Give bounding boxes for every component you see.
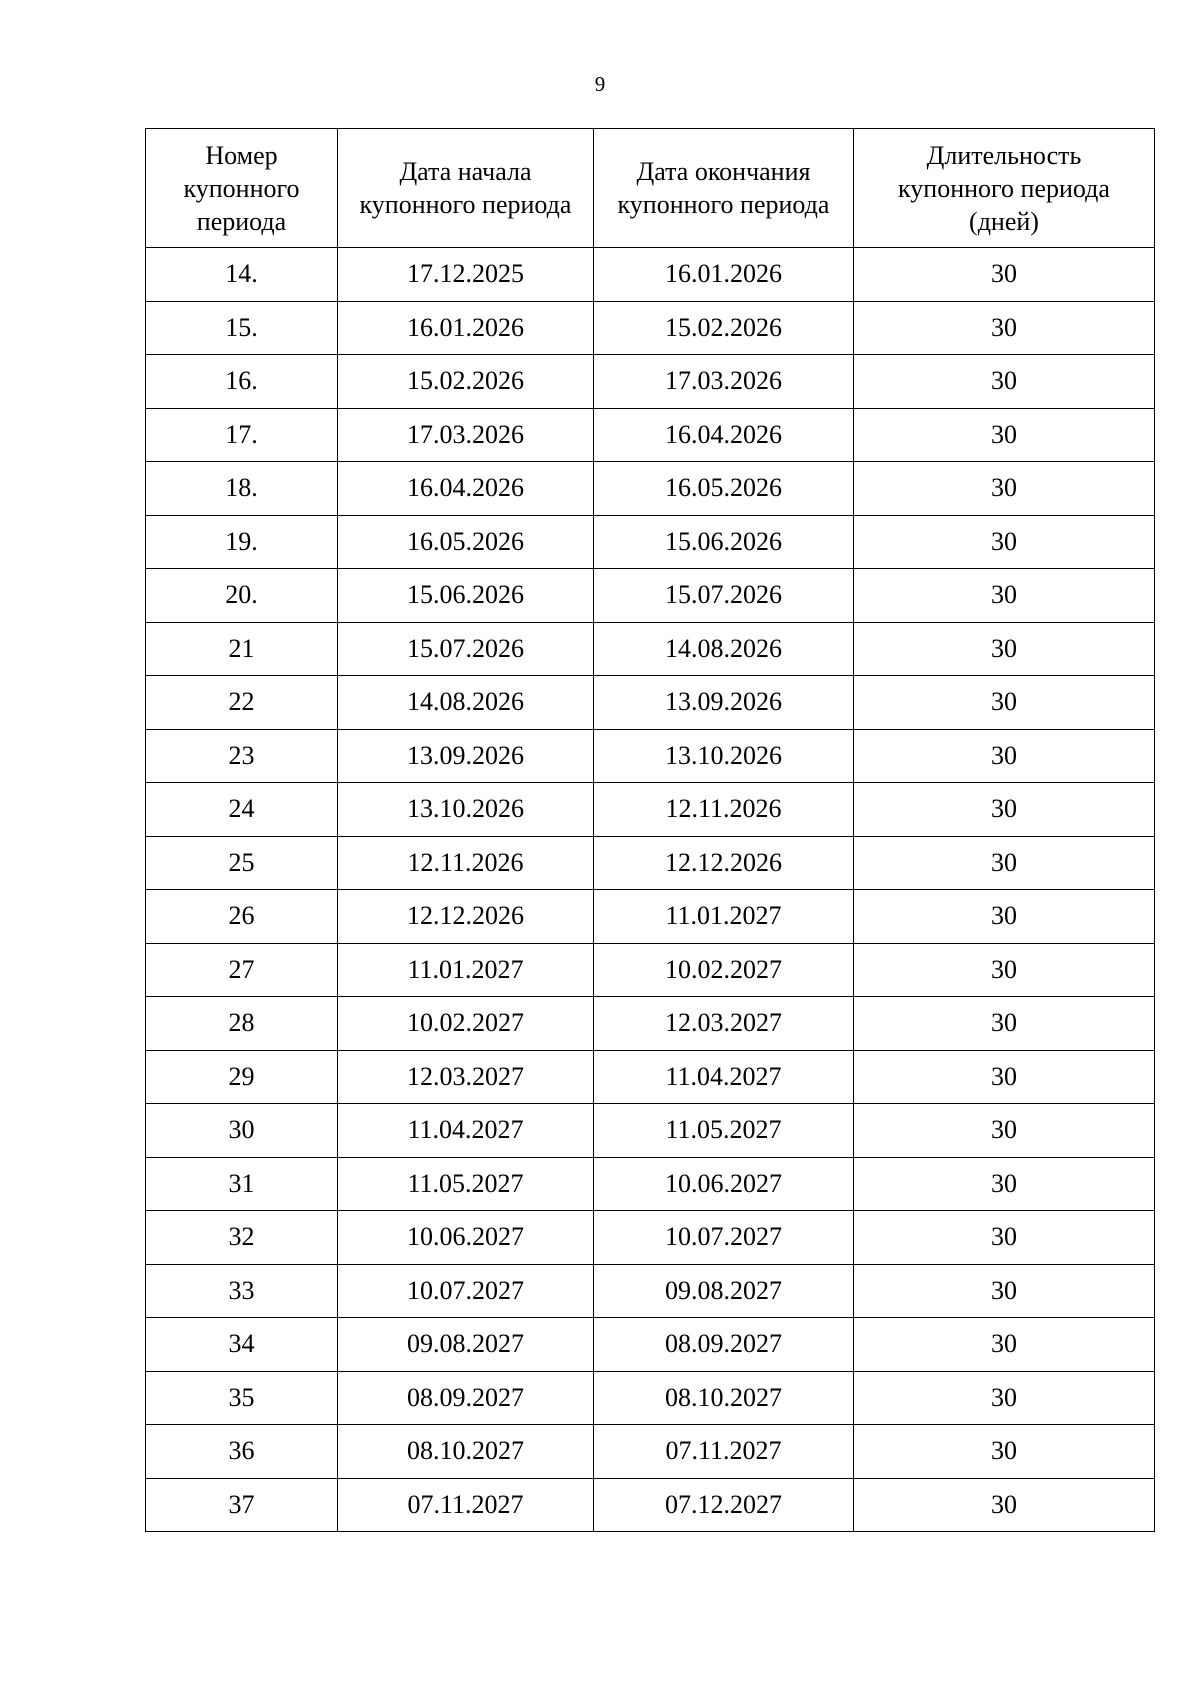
cell-start-date: 15.07.2026 [338,622,594,676]
cell-start-date: 08.09.2027 [338,1371,594,1425]
cell-end-date: 11.01.2027 [594,890,854,944]
header-end-date [594,129,854,248]
cell-coupon-number: 16. [146,355,338,409]
cell-duration: 30 [854,729,1155,783]
cell-end-date: 12.03.2027 [594,997,854,1051]
cell-end-date: 14.08.2026 [594,622,854,676]
table-row [146,836,1155,890]
cell-duration: 30 [854,890,1155,944]
cell-start-date: 13.09.2026 [338,729,594,783]
cell-coupon-number: 25 [146,836,338,890]
cell-start-date: 14.08.2026 [338,676,594,730]
cell-duration: 30 [854,248,1155,302]
cell-duration: 30 [854,408,1155,462]
cell-start-date: 07.11.2027 [338,1478,594,1532]
cell-start-date: 16.04.2026 [338,462,594,516]
table-row [146,1425,1155,1479]
cell-duration: 30 [854,1264,1155,1318]
table-row [146,569,1155,623]
cell-start-date: 17.12.2025 [338,248,594,302]
cell-coupon-number: 35 [146,1371,338,1425]
cell-start-date: 15.06.2026 [338,569,594,623]
cell-end-date: 10.06.2027 [594,1157,854,1211]
cell-duration: 30 [854,462,1155,516]
cell-start-date: 17.03.2026 [338,408,594,462]
cell-end-date: 07.12.2027 [594,1478,854,1532]
cell-start-date: 11.01.2027 [338,943,594,997]
table-body [146,248,1155,1532]
cell-coupon-number: 29 [146,1050,338,1104]
cell-end-date: 15.07.2026 [594,569,854,623]
cell-end-date: 09.08.2027 [594,1264,854,1318]
cell-end-date: 10.07.2027 [594,1211,854,1265]
header-line: Дата начала [399,157,532,186]
cell-coupon-number: 17. [146,408,338,462]
cell-end-date: 15.06.2026 [594,515,854,569]
table-row [146,943,1155,997]
cell-end-date: 07.11.2027 [594,1425,854,1479]
header-start-date [338,129,594,248]
header-line: купонного периода [359,190,572,219]
cell-start-date: 10.02.2027 [338,997,594,1051]
table-row [146,783,1155,837]
table-row [146,997,1155,1051]
table-row [146,729,1155,783]
cell-duration: 30 [854,301,1155,355]
cell-duration: 30 [854,1157,1155,1211]
cell-start-date: 12.11.2026 [338,836,594,890]
cell-end-date: 11.04.2027 [594,1050,854,1104]
cell-coupon-number: 37 [146,1478,338,1532]
table-row [146,1478,1155,1532]
cell-start-date: 10.07.2027 [338,1264,594,1318]
header-line: купонного периода [898,173,1110,203]
table-row [146,1157,1155,1211]
cell-start-date: 16.05.2026 [338,515,594,569]
coupon-period-table [145,128,1155,1532]
table-row [146,1264,1155,1318]
cell-coupon-number: 28 [146,997,338,1051]
cell-duration: 30 [854,997,1155,1051]
cell-coupon-number: 15. [146,301,338,355]
cell-coupon-number: 18. [146,462,338,516]
cell-start-date: 08.10.2027 [338,1425,594,1479]
header-line: Номер [205,140,278,170]
cell-coupon-number: 23 [146,729,338,783]
cell-coupon-number: 22 [146,676,338,730]
cell-duration: 30 [854,1478,1155,1532]
cell-duration: 30 [854,515,1155,569]
table-row [146,1211,1155,1265]
table-row [146,408,1155,462]
cell-start-date: 09.08.2027 [338,1318,594,1372]
cell-start-date: 13.10.2026 [338,783,594,837]
cell-end-date: 10.02.2027 [594,943,854,997]
cell-coupon-number: 27 [146,943,338,997]
cell-coupon-number: 33 [146,1264,338,1318]
cell-start-date: 11.04.2027 [338,1104,594,1158]
cell-start-date: 16.01.2026 [338,301,594,355]
cell-coupon-number: 20. [146,569,338,623]
cell-duration: 30 [854,355,1155,409]
header-line: купонного [183,173,300,203]
cell-coupon-number: 21 [146,622,338,676]
cell-duration: 30 [854,1050,1155,1104]
cell-coupon-number: 34 [146,1318,338,1372]
cell-end-date: 13.09.2026 [594,676,854,730]
cell-duration: 30 [854,1211,1155,1265]
cell-start-date: 12.03.2027 [338,1050,594,1104]
table-header-row [146,129,1155,248]
header-line: периода [196,206,287,236]
cell-duration: 30 [854,1425,1155,1479]
cell-coupon-number: 36 [146,1425,338,1479]
cell-end-date: 16.05.2026 [594,462,854,516]
cell-duration: 30 [854,1318,1155,1372]
cell-end-date: 12.11.2026 [594,783,854,837]
cell-end-date: 08.10.2027 [594,1371,854,1425]
header-duration [854,129,1155,248]
cell-coupon-number: 30 [146,1104,338,1158]
header-coupon-number [146,129,338,248]
cell-end-date: 12.12.2026 [594,836,854,890]
table-row [146,301,1155,355]
table-row [146,1371,1155,1425]
table-row [146,355,1155,409]
header-line: купонного периода [617,190,830,219]
cell-duration: 30 [854,1104,1155,1158]
table-row [146,1318,1155,1372]
cell-coupon-number: 26 [146,890,338,944]
cell-coupon-number: 31 [146,1157,338,1211]
table-row [146,248,1155,302]
cell-start-date: 11.05.2027 [338,1157,594,1211]
cell-end-date: 08.09.2027 [594,1318,854,1372]
header-line: (дней) [969,206,1039,236]
cell-duration: 30 [854,676,1155,730]
page-number: 9 [594,72,606,96]
cell-duration: 30 [854,1371,1155,1425]
cell-coupon-number: 19. [146,515,338,569]
cell-end-date: 15.02.2026 [594,301,854,355]
table-row [146,890,1155,944]
cell-end-date: 16.04.2026 [594,408,854,462]
table-row [146,1050,1155,1104]
table-row [146,622,1155,676]
cell-end-date: 13.10.2026 [594,729,854,783]
cell-duration: 30 [854,569,1155,623]
header-line: Длительность [926,140,1082,170]
cell-coupon-number: 14. [146,248,338,302]
cell-end-date: 11.05.2027 [594,1104,854,1158]
cell-start-date: 12.12.2026 [338,890,594,944]
cell-start-date: 15.02.2026 [338,355,594,409]
table-row [146,676,1155,730]
cell-end-date: 16.01.2026 [594,248,854,302]
cell-duration: 30 [854,943,1155,997]
cell-end-date: 17.03.2026 [594,355,854,409]
cell-duration: 30 [854,836,1155,890]
header-line: Дата окончания [636,157,811,186]
cell-duration: 30 [854,622,1155,676]
table-row [146,1104,1155,1158]
cell-coupon-number: 24 [146,783,338,837]
cell-start-date: 10.06.2027 [338,1211,594,1265]
table-row [146,515,1155,569]
cell-coupon-number: 32 [146,1211,338,1265]
cell-duration: 30 [854,783,1155,837]
table-row [146,462,1155,516]
